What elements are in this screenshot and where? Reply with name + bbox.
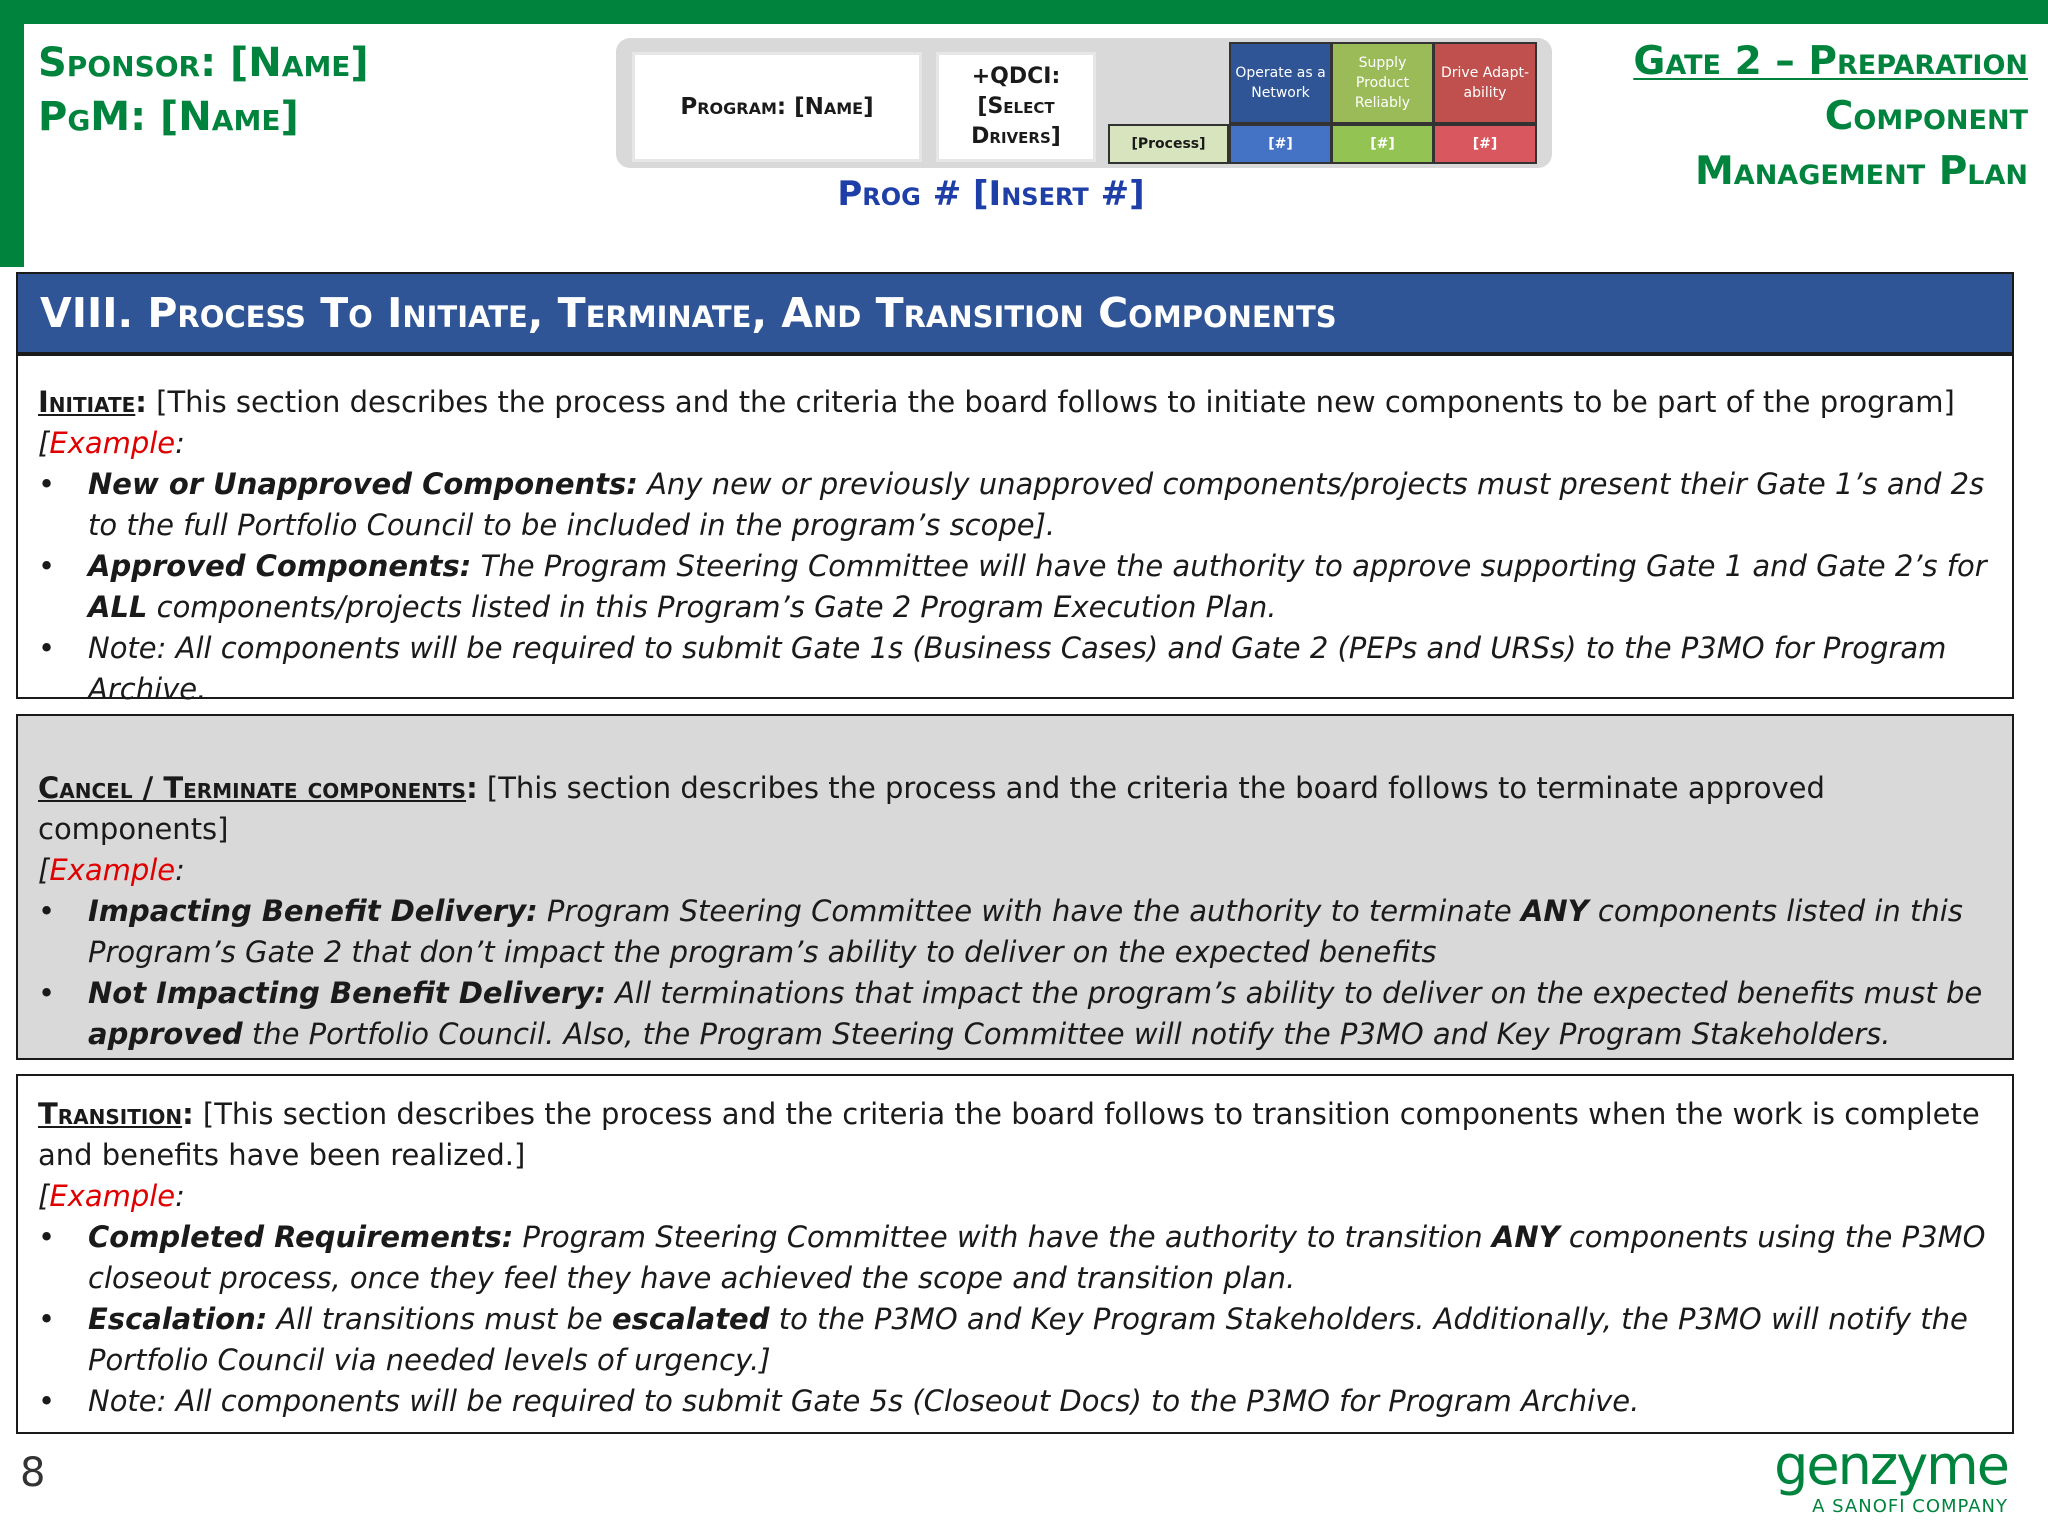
gate-title (1608, 34, 2028, 199)
list-item: • Impacting Benefit Delivery: Program Steering Committee with have the authority to terminate ANY components listed in this Program’s Gate 2 that don’t impact the program’s ability to deliver on the expected benefits (38, 891, 1992, 973)
logo-wordmark: genzyme (1774, 1434, 2008, 1497)
initiate-bullets (38, 464, 1992, 710)
driver-adapt-header: Drive Adapt-ability (1433, 42, 1537, 124)
terminate-intro: Cancel / Terminate components: [This section describes the process and the criteria the board follows to terminate approved components] (38, 771, 1825, 846)
program-number: Prog # [Insert #] (837, 174, 1145, 214)
list-item: • Note: All components will be required to submit Gate 5s (Closeout Docs) to the P3MO for Program Archive. (38, 1381, 1992, 1422)
terminate-section (16, 714, 2014, 1060)
example-word: Example (49, 426, 176, 460)
logo-tagline: A SANOFI COMPANY (1812, 1496, 2008, 1517)
sponsor-line: Sponsor: [Name] (38, 40, 369, 86)
left-accent-bar (0, 24, 24, 267)
list-item: • New or Unapproved Components: Any new or previously unapproved components/projects must present their Gate 1’s and 2s to the full Portfolio Council to be included in the program’s scope]. (38, 464, 1992, 546)
example-word: Example (49, 853, 176, 887)
gate-title-line-1: Gate 2 – Preparation (1633, 39, 2028, 84)
gate-title-line-2: Component (1824, 94, 2028, 139)
program-name-box: Program: [Name] (632, 52, 922, 162)
initiate-section (16, 354, 2014, 706)
driver-operate-value: [#] (1229, 124, 1332, 164)
initiate-example: [Example: (38, 426, 185, 460)
transition-desc: [This section describes the process and the criteria the board follows to transition components when the work is complete and benefits have been realized.] (38, 1097, 1980, 1172)
initiate-intro: Initiate: [This section describes the process and the criteria the board follows to initiate new components to be part of the program] (38, 385, 1955, 419)
driver-adapt-value: [#] (1433, 124, 1537, 164)
process-cell: [Process] (1108, 124, 1229, 164)
terminate-label: Cancel / Terminate components (38, 771, 467, 805)
list-item: • Escalation: All transitions must be escalated to the P3MO and Key Program Stakeholders. Additionally, the P3MO will notify the Portfolio Council via needed levels of urgency.] (38, 1299, 1992, 1381)
gate-title-line-3: Management Plan (1695, 149, 2028, 194)
transition-example: [Example: (38, 1179, 185, 1213)
list-item: • Note: All components will be required to submit Gate 1s (Business Cases) and Gate 2 (PEPs and URSs) to the P3MO for Program Archive. (38, 628, 1992, 710)
transition-section (16, 1074, 2014, 1434)
transition-bullets (38, 1217, 1992, 1422)
page-number: 8 (20, 1450, 46, 1496)
list-item: • Not Impacting Benefit Delivery: All terminations that impact the program’s ability to deliver on the expected benefits must be approved the Portfolio Council. Also, the Program Steering Committee will notify the P3MO and Key Program Stakeholders. (38, 973, 1992, 1055)
company-logo (1774, 1434, 2008, 1517)
pgm-line: PgM: [Name] (38, 94, 299, 140)
initiate-label: Initiate (38, 385, 136, 419)
terminate-bullets (38, 891, 1992, 1055)
section-title: VIII. Process To Initiate, Terminate, And Transition Components (16, 272, 2014, 354)
sponsor-block (38, 36, 369, 144)
transition-intro: Transition: [This section describes the process and the criteria the board follows to transition components when the work is complete and benefits have been realized.] (38, 1097, 1980, 1172)
driver-supply-value: [#] (1331, 124, 1434, 164)
top-accent-bar (0, 0, 2048, 24)
terminate-desc: [This section describes the process and the criteria the board follows to terminate approved components] (38, 771, 1825, 846)
qdci-box: +QDCI: [Select Drivers] (936, 52, 1096, 162)
terminate-example: [Example: (38, 853, 185, 887)
example-word: Example (49, 1179, 176, 1213)
driver-supply-header: Supply Product Reliably (1331, 42, 1434, 124)
list-item: • Approved Components: The Program Steering Committee will have the authority to approve supporting Gate 1 and Gate 2’s for ALL components/projects listed in this Program’s Gate 2 Program Execution Plan. (38, 546, 1992, 628)
driver-operate-header: Operate as a Network (1229, 42, 1332, 124)
transition-label: Transition (38, 1097, 183, 1131)
initiate-desc: [This section describes the process and the criteria the board follows to initiate new components to be part of the program] (146, 385, 1955, 419)
list-item: • Completed Requirements: Program Steering Committee with have the authority to transition ANY components using the P3MO closeout process, once they feel they have achieved the scope and transition plan. (38, 1217, 1992, 1299)
